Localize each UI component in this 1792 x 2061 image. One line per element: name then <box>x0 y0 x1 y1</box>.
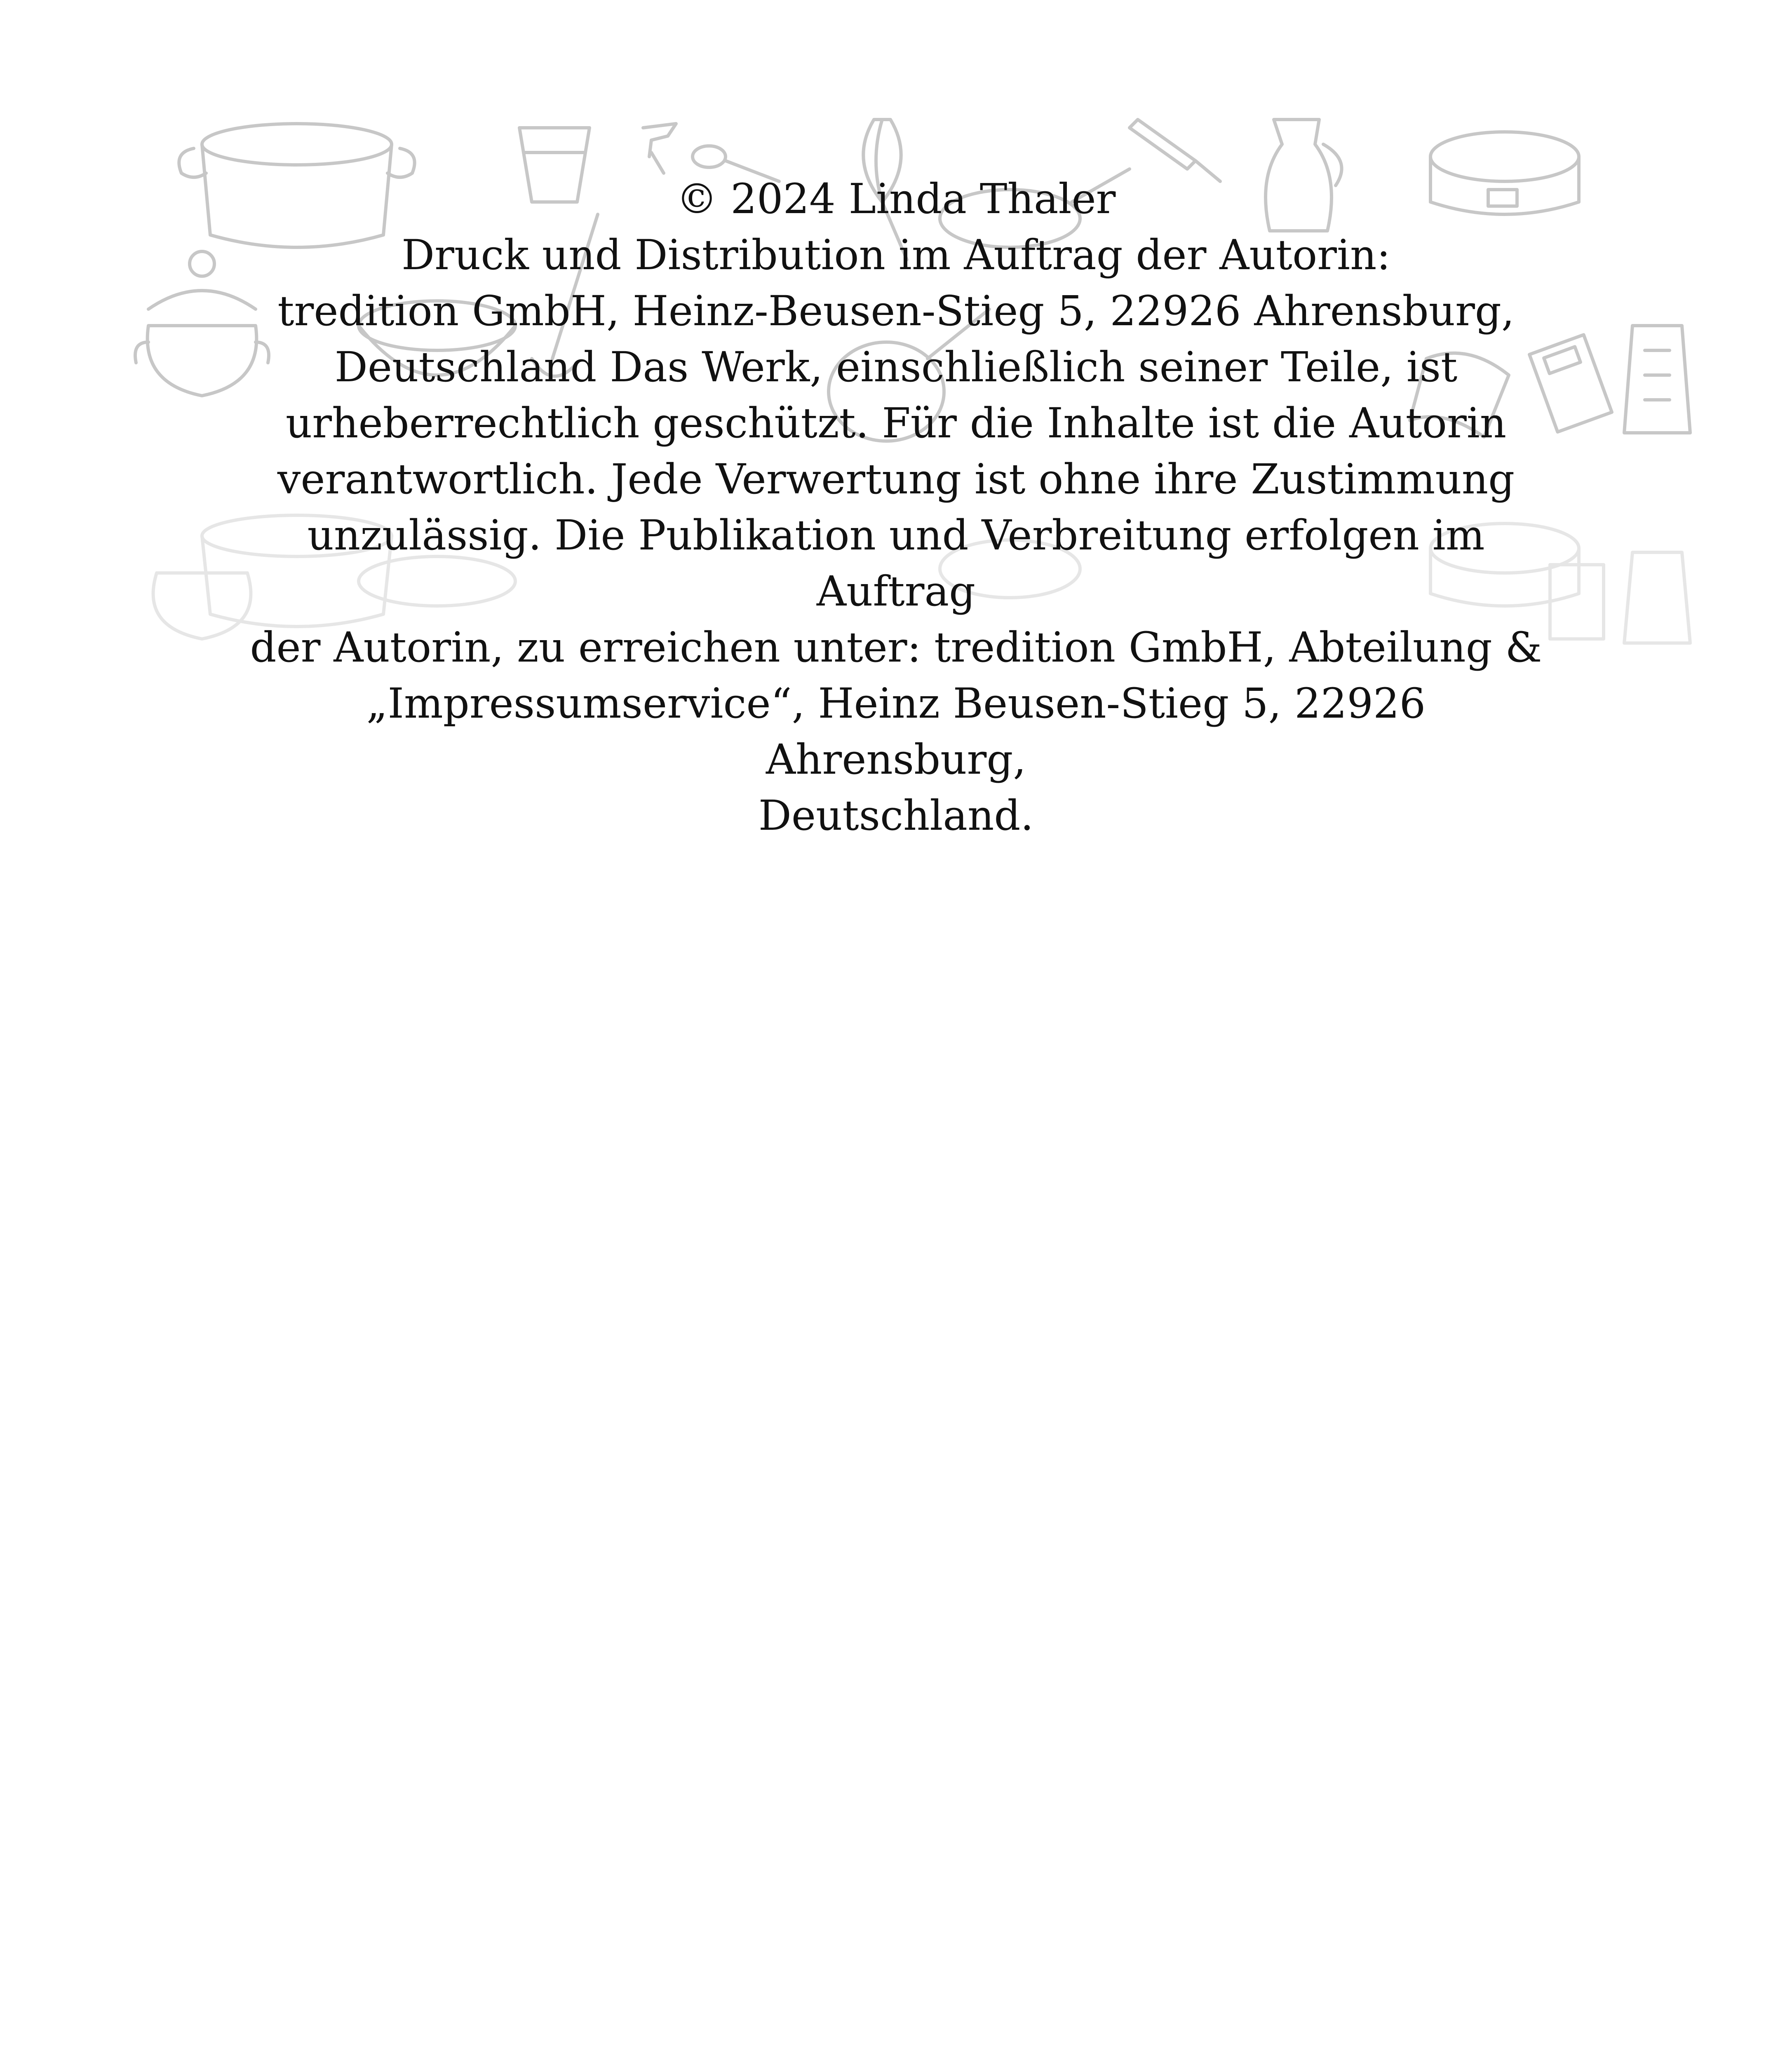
imprint-line: tredition GmbH, Heinz-Beusen-Stieg 5, 22926 Ahrensburg, <box>277 287 1515 335</box>
imprint-line: „Impressumservice“, Heinz Beusen-Stieg 5, 22926 Ahrensburg, <box>366 679 1426 784</box>
imprint-line: verantwortlich. Jede Verwertung ist ohne ihre Zustimmung <box>277 455 1515 503</box>
imprint-line: der Autorin, zu erreichen unter: tredition GmbH, Abteilung & <box>250 623 1542 671</box>
imprint-line: unzulässig. Die Publikation und Verbreitung erfolgen im Auftrag <box>307 511 1485 615</box>
imprint-line: Deutschland Das Werk, einschließlich seiner Teile, ist <box>334 343 1458 391</box>
grater-icon <box>1624 326 1690 433</box>
tool-icon <box>643 124 676 173</box>
imprint-line: Deutschland. <box>758 791 1034 840</box>
copyright-line: © 2024 Linda Thaler <box>676 175 1116 223</box>
imprint-line: Druck und Distribution im Auftrag der Autorin: <box>401 231 1391 279</box>
imprint-line: urheberrechtlich geschützt. Für die Inhalte ist die Autorin <box>285 399 1507 447</box>
imprint-block <box>231 171 1561 844</box>
